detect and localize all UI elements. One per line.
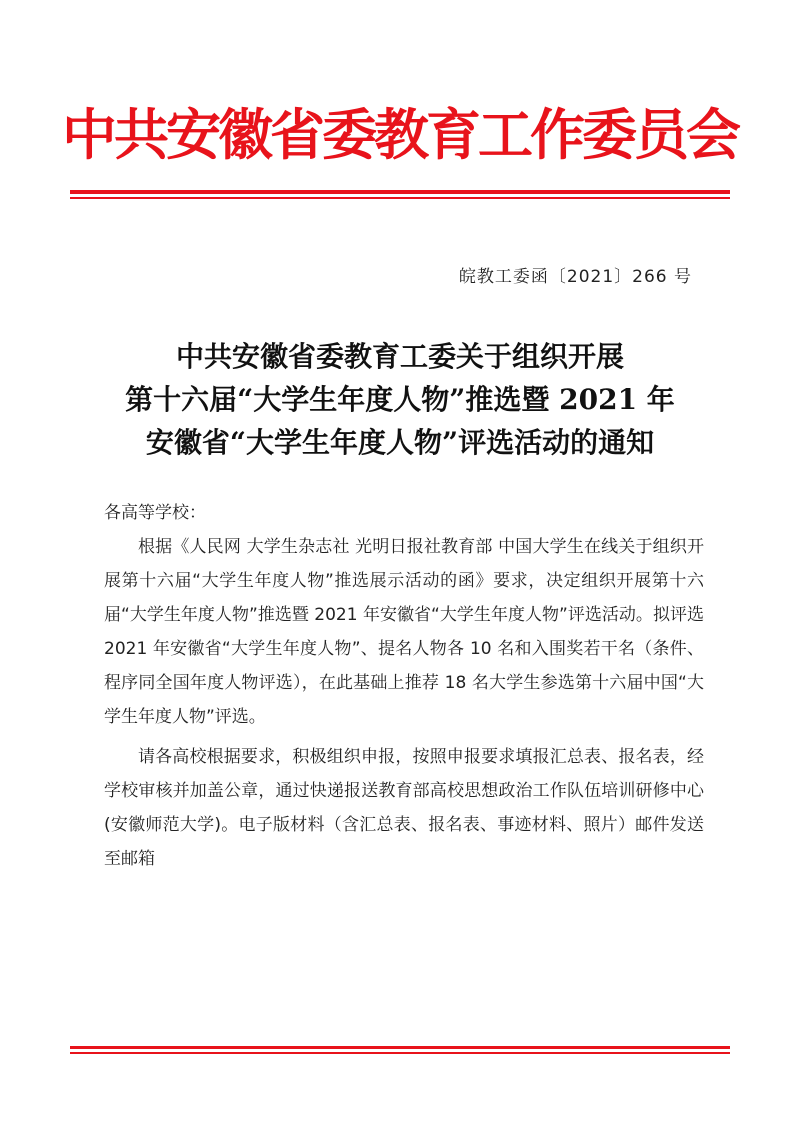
title-line: 第十六届“大学生年度人物”推选暨 2021 年 xyxy=(125,383,675,416)
document-number: 皖教工委函〔2021〕266 号 xyxy=(458,267,692,287)
title-line: 中共安徽省委教育工委关于组织开展 xyxy=(175,340,624,373)
organization-header: 中共安徽省委教育工作委员会 xyxy=(61,102,738,167)
body-paragraph: 根据《人民网 大学生杂志社 光明日报社教育部 中国大学生在线关于组织开展第十六届“大学生年度人物”推选展示活动的函》要求，决定组织开展第十六届“大学生年度人物”推选暨 2021 年安徽省“大学生年度人物”评选活动。拟评选 2021 年安徽省“大学生年度人物”、提名人物各 10 名和入围奖若干名（条件、程序同全国年度人物评选），在此基础上推荐 18 名大学生参选第十六届中国“大学生年度人物”评选。 xyxy=(104,537,704,727)
document-body xyxy=(104,496,704,876)
title-line: 安徽省“大学生年度人物”评选活动的通知 xyxy=(145,426,655,459)
footer-rule-thin xyxy=(70,1052,730,1054)
body-paragraph: 请各高校根据要求，积极组织申报，按照申报要求填报汇总表、报名表，经学校审核并加盖公章，通过快递报送教育部高校思想政治工作队伍培训研修中心(安徽师范大学)。电子版材料（含汇总表、报名表、事迹材料、照片）邮件发送至邮箱 xyxy=(104,747,704,869)
header-rule-thick xyxy=(70,190,730,194)
footer-rule-thick xyxy=(70,1046,730,1049)
salutation: 各高等学校： xyxy=(104,503,206,523)
document-title xyxy=(0,335,800,464)
header-rule-thin xyxy=(70,197,730,199)
